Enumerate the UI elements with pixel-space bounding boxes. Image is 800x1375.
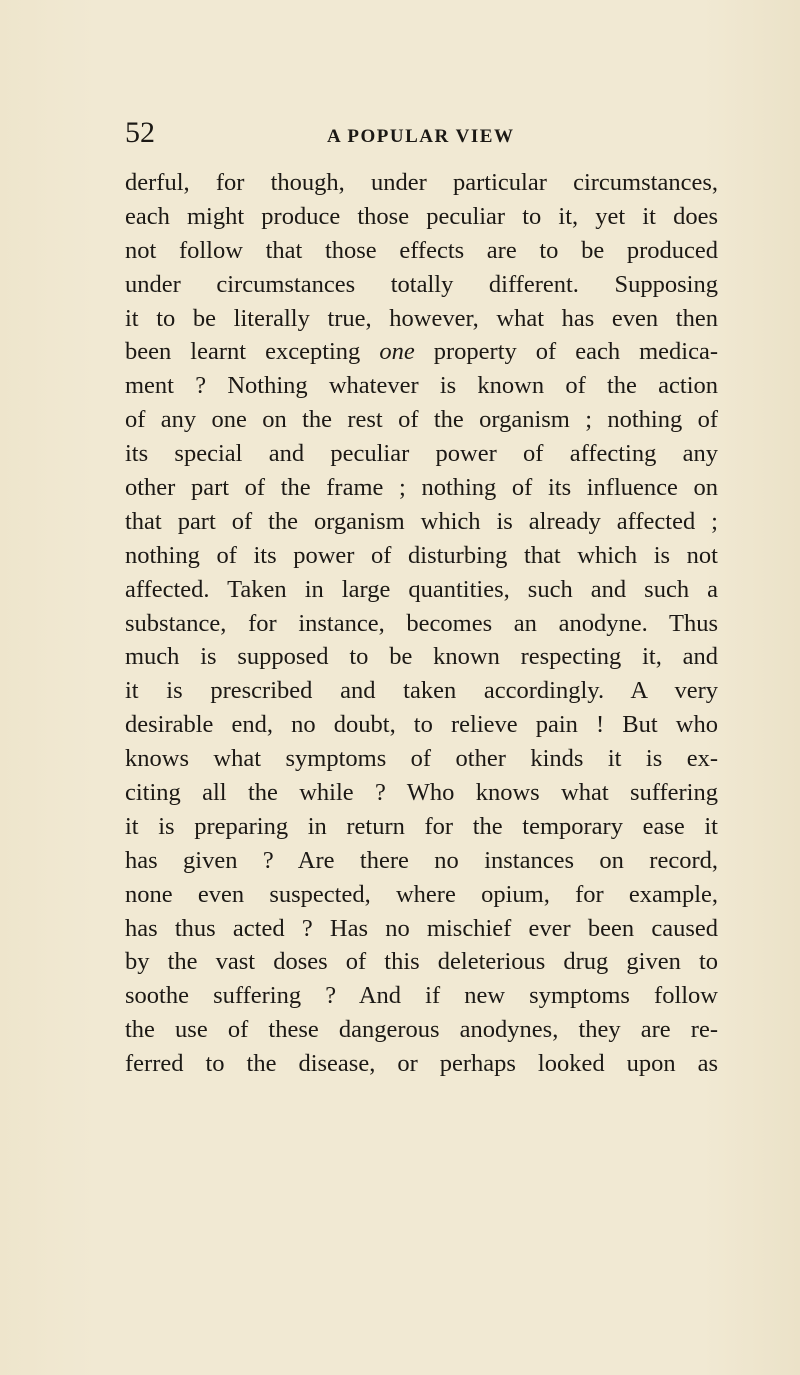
text-line: the use of these dangerous anodynes, they are re-: [125, 1016, 718, 1044]
text-line: of any one on the rest of the organism ; nothing of: [125, 406, 718, 434]
text-line: ment ? Nothing whatever is known of the action: [125, 372, 718, 400]
text-line: by the vast doses of this deleterious drug given to: [125, 948, 718, 976]
text-line: has given ? Are there no instances on record,: [125, 846, 718, 874]
text-line: not follow that those effects are to be produced: [125, 236, 718, 264]
text-line: it is prescribed and taken accordingly. A very: [125, 677, 718, 705]
text-line: that part of the organism which is already affected ;: [125, 507, 718, 535]
text-line: [125, 335, 718, 369]
text-line: affected. Taken in large quantities, such and such a: [125, 575, 718, 603]
text-line: derful, for though, under particular circumstances,: [125, 169, 718, 196]
text-line: its special and peculiar power of affecting any: [125, 440, 718, 468]
text-line: much is supposed to be known respecting it, and: [125, 643, 718, 671]
text-segment: property of each medica-: [433, 338, 718, 366]
text-line: citing all the while ? Who knows what suffering: [125, 779, 718, 807]
text-line: other part of the frame ; nothing of its influence on: [125, 474, 718, 502]
text-line: substance, for instance, becomes an anodyne. Thus: [125, 609, 718, 637]
running-head: A POPULAR VIEW: [327, 126, 515, 147]
text-line: has thus acted ? Has no mischief ever been caused: [125, 914, 718, 942]
text-line: knows what symptoms of other kinds it is ex-: [125, 745, 718, 773]
text-line: it to be literally true, however, what has even then: [125, 304, 718, 332]
italic-word: one: [379, 338, 415, 366]
page-number: 52: [125, 116, 155, 149]
text-line: desirable end, no doubt, to relieve pain ! But who: [125, 711, 718, 739]
text-line: none even suspected, where opium, for example,: [125, 880, 718, 908]
text-line: soothe suffering ? And if new symptoms follow: [125, 982, 718, 1010]
text-line: under circumstances totally different. Supposing: [125, 270, 718, 298]
body-text: [125, 166, 718, 1081]
text-line: ferred to the disease, or perhaps looked upon as: [125, 1050, 718, 1078]
text-segment: been learnt excepting: [125, 338, 361, 366]
text-line: each might produce those peculiar to it, yet it does: [125, 202, 718, 230]
text-line: nothing of its power of disturbing that which is not: [125, 541, 718, 569]
text-line: it is preparing in return for the temporary ease it: [125, 812, 718, 840]
